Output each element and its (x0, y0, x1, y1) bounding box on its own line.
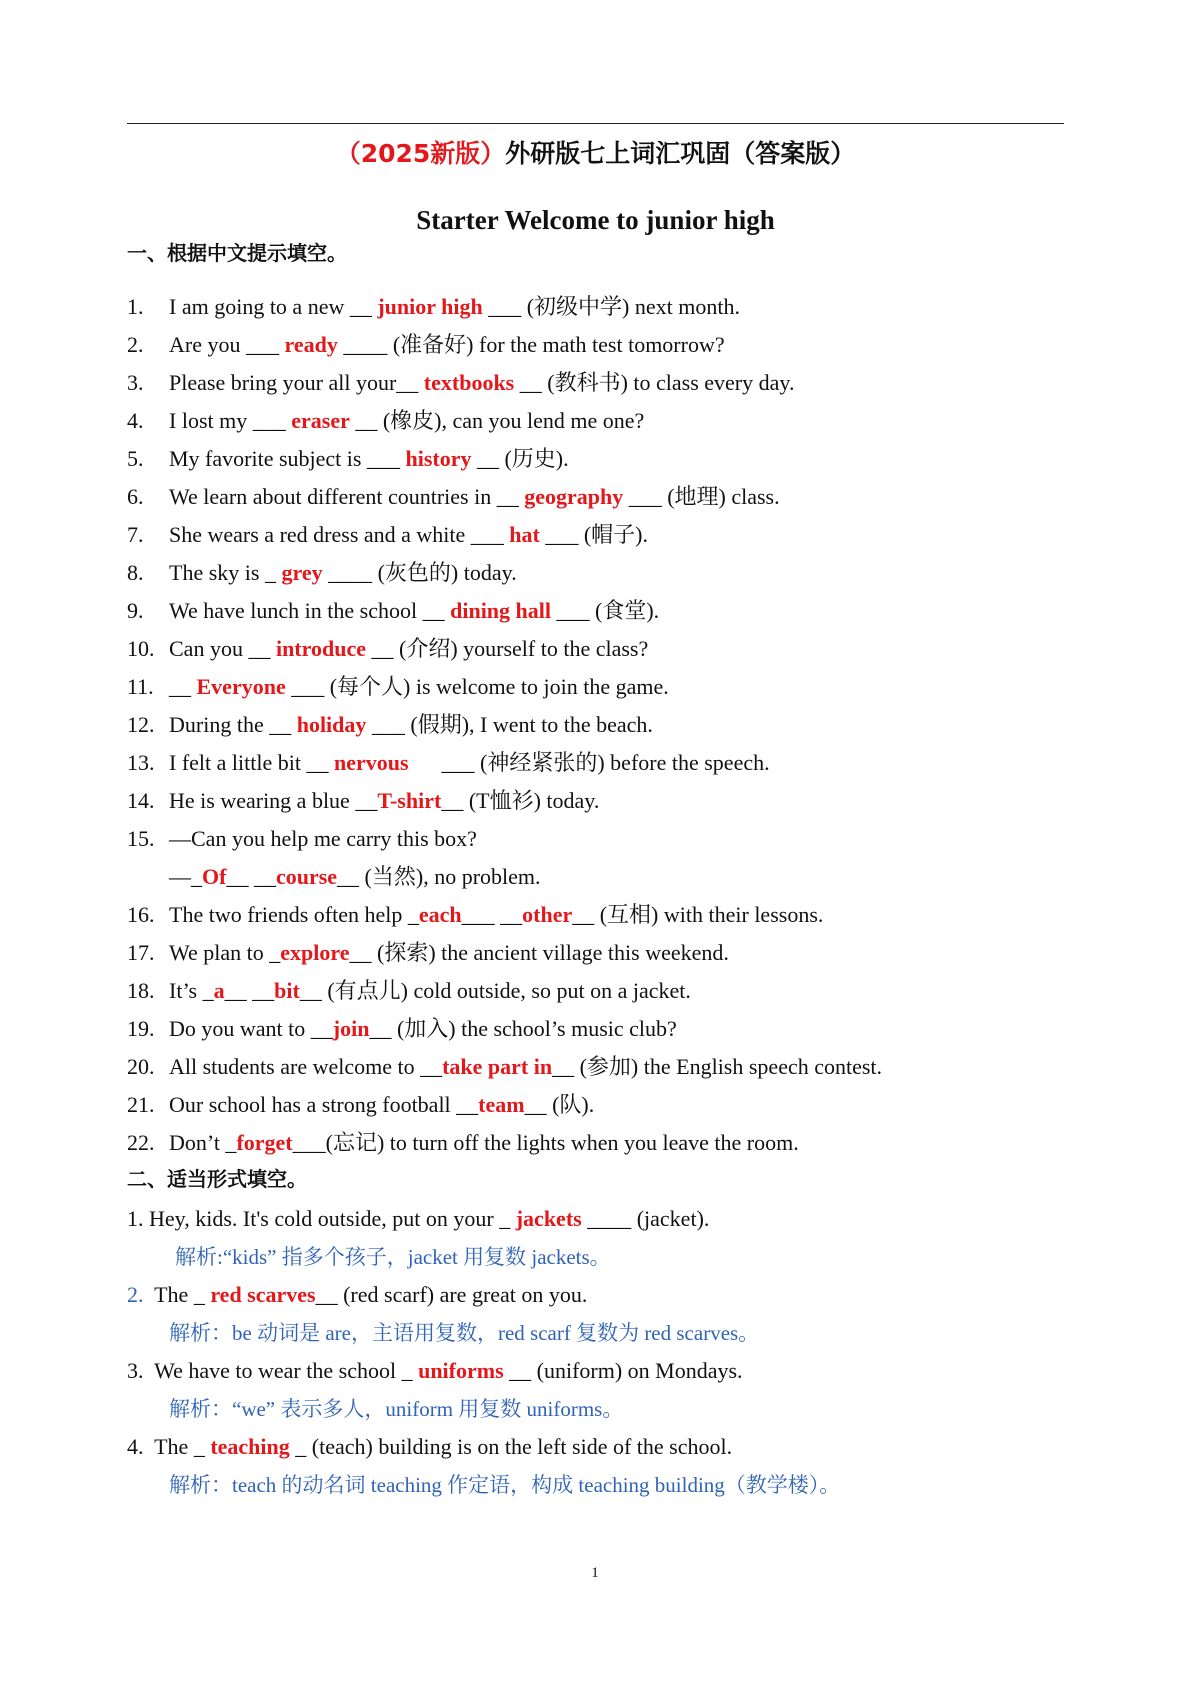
exercise-line: 9. We have lunch in the school __ dining hall ___ (食堂). (127, 598, 660, 623)
answer: a (213, 978, 225, 1003)
answer: other (522, 902, 573, 927)
exercise-line: 1. Hey, kids. It's cold outside, put on your _ jackets ____ (jacket). (127, 1206, 710, 1231)
answer: introduce (275, 636, 366, 661)
answer: grey (281, 560, 323, 585)
explanation-note: 解析:“kids” 指多个孩子，jacket 用复数 jackets。 (175, 1245, 611, 1269)
answer: junior high (377, 294, 483, 319)
answer: nervous (333, 750, 409, 775)
exercise-line: 6. We learn about different countries in __ geography ___ (地理) class. (127, 484, 780, 509)
exercise-line: 22. Don’t _forget___(忘记) to turn off the lights when you leave the room. (127, 1130, 799, 1155)
exercise-line: 11. __ Everyone ___ (每个人) is welcome to join the game. (127, 674, 669, 699)
title-text: 外研版七上词汇巩固（答案版） (505, 139, 856, 168)
answer: forget (236, 1130, 293, 1155)
exercise-line: 16. The two friends often help _each___ __other__ (互相) with their lessons. (127, 902, 824, 927)
exercise-line: 1. I am going to a new __ junior high ___ (初级中学) next month. (127, 294, 740, 319)
exercise-line: 14. He is wearing a blue __T-shirt__ (T恤衫) today. (127, 788, 600, 813)
answer: each (418, 902, 462, 927)
exercise-line: 7. She wears a red dress and a white ___ hat ___ (帽子). (127, 522, 648, 547)
answer: Everyone (196, 674, 286, 699)
answer: T-shirt (377, 788, 442, 813)
exercise-line: 13. I felt a little bit __ nervous ___ (神经紧张的) before the speech. (127, 750, 770, 775)
answer: take part in (442, 1054, 553, 1079)
answer: teaching (210, 1434, 290, 1459)
unit-title: Starter Welcome to junior high (416, 205, 775, 235)
exercise-line: 2. Are you ___ ready ____ (准备好) for the math test tomorrow? (127, 332, 725, 357)
exercise-line: 3. We have to wear the school _ uniforms __ (uniform) on Mondays. (127, 1358, 743, 1383)
answer: textbooks (423, 370, 515, 395)
answer: jackets (515, 1206, 582, 1231)
answer: join (332, 1016, 370, 1041)
answer: team (478, 1092, 525, 1117)
exercise-line: 4. The _ teaching _ (teach) building is on the left side of the school. (127, 1434, 733, 1459)
answer: uniforms (418, 1358, 504, 1383)
exercise-line: 3. Please bring your all your__ textbooks __ (教科书) to class every day. (127, 370, 795, 395)
exercise-line: 20. All students are welcome to __take part in__ (参加) the English speech contest. (127, 1054, 883, 1079)
section1-heading: 一、根据中文提示填空。 (127, 241, 347, 265)
answer: bit (274, 978, 300, 1003)
answer: red scarves (210, 1282, 316, 1307)
explanation-note: 解析：teach 的动名词 teaching 作定语，构成 teaching building（教学楼）。 (169, 1473, 841, 1497)
exercise-line: 21. Our school has a strong football __team__ (队). (127, 1092, 595, 1117)
answer: history (405, 446, 472, 471)
exercise-line: 18. It’s _a__ __bit__ (有点儿) cold outside, so put on a jacket. (127, 978, 691, 1003)
answer: ready (284, 332, 338, 357)
answer: course (275, 864, 338, 889)
title-edition: （2025新版） (335, 139, 506, 168)
section2-heading: 二、适当形式填空。 (127, 1167, 307, 1191)
exercise-line: 12. During the __ holiday ___ (假期), I went to the beach. (127, 712, 653, 737)
answer: holiday (296, 712, 367, 737)
header-rule (127, 123, 1064, 124)
explanation-note: 解析：“we” 表示多人，uniform 用复数 uniforms。 (169, 1397, 624, 1421)
answer: geography (524, 484, 624, 509)
exercise-line: —_Of__ __course__ (当然), no problem. (169, 864, 541, 889)
exercise-line: 8. The sky is _ grey ____ (灰色的) today. (127, 560, 517, 585)
explanation-note: 解析：be 动词是 are，主语用复数，red scarf 复数为 red scarves。 (169, 1321, 760, 1345)
answer: eraser (291, 408, 350, 433)
exercise-line: 5. My favorite subject is ___ history __ (历史). (127, 446, 569, 471)
answer: Of (202, 864, 227, 889)
exercise-line: 17. We plan to _explore__ (探索) the ancient village this weekend. (127, 940, 729, 965)
exercise-line: 2. The _ red scarves__ (red scarf) are great on you. (127, 1282, 588, 1307)
page-title (127, 136, 1064, 172)
answer: dining hall (450, 598, 551, 623)
exercise-line: 19. Do you want to __join__ (加入) the school’s music club? (127, 1016, 677, 1041)
exercise-line: 10. Can you __ introduce __ (介绍) yourself to the class? (127, 636, 649, 661)
answer: explore (280, 940, 350, 965)
page-number: 1 (591, 1565, 599, 1581)
exercise-line: 4. I lost my ___ eraser __ (橡皮), can you lend me one? (127, 408, 645, 433)
exercise-line: 15. —Can you help me carry this box? (127, 826, 477, 851)
answer: hat (509, 522, 540, 547)
